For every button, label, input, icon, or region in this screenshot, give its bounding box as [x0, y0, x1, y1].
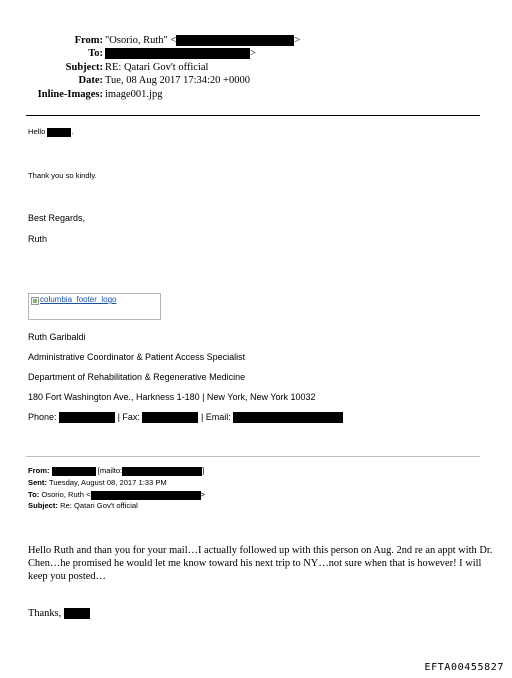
quoted-from-label: From:	[28, 466, 50, 475]
redaction	[59, 412, 115, 423]
reply-thanks: Thank you so kindly.	[28, 171, 97, 180]
redaction	[47, 128, 71, 137]
header-subject-value: RE: Qatari Gov't official	[105, 62, 209, 73]
quoted-signoff: Thanks,	[28, 607, 90, 620]
reply-closing: Best Regards,	[28, 213, 86, 223]
reply-greeting: Hello .	[28, 127, 74, 136]
quoted-subject-value: Re: Qatari Gov't official	[60, 501, 138, 510]
redaction	[233, 412, 343, 423]
quoted-body-line: Hello Ruth and than you for your mail…I actually followed up with this person on Aug. 2nd re an appt with Dr.	[28, 545, 493, 556]
fax-label: | Fax:	[117, 412, 140, 422]
header-to-close: >	[250, 48, 256, 59]
quoted-to-row: To: Osorio, Ruth < >	[28, 490, 205, 499]
header-inline-images-label: Inline-Images:	[37, 89, 103, 100]
redaction	[91, 491, 201, 500]
redaction	[176, 35, 294, 46]
reply-name: Ruth	[28, 234, 48, 244]
header-divider	[26, 115, 480, 116]
header-from-close: >	[294, 35, 301, 46]
signature-contact-line	[28, 412, 343, 423]
quoted-subject-row	[28, 501, 138, 510]
quoted-body	[28, 544, 492, 584]
redaction	[142, 412, 198, 423]
quoted-body-line: keep you posted…	[28, 571, 106, 583]
signature-department: Department of Rehabilitation & Regenerative Medicine	[28, 372, 246, 382]
redaction	[64, 608, 90, 619]
logo-alt-text: columbia_footer_logo	[40, 295, 117, 304]
redaction	[122, 467, 202, 476]
quoted-sent-value: Tuesday, August 08, 2017 1:33 PM	[48, 478, 167, 487]
signature-address: 180 Fort Washington Ave., Harkness 1-180 | New York, New York 10032	[28, 392, 316, 402]
broken-image-icon	[31, 297, 39, 305]
header-subject-label: Subject:	[65, 62, 103, 73]
header-inline-images-value: image001.jpg	[105, 89, 163, 100]
quoted-divider	[26, 456, 480, 457]
columbia-footer-logo	[28, 293, 161, 320]
quoted-to-value: Osorio, Ruth <	[41, 490, 91, 499]
quoted-sent-row	[28, 478, 167, 487]
signature-name: Ruth Garibaldi	[28, 332, 86, 342]
quoted-body-line: Chen…he promised he would let me know toward his next trip to NY…not sure when that is however! I will	[28, 558, 482, 570]
header-from-label: From:	[74, 35, 103, 46]
document-id: EFTA00455827	[424, 662, 504, 673]
header-to-label: To:	[88, 48, 103, 59]
quoted-subject-label: Subject:	[28, 501, 58, 510]
signature-title: Administrative Coordinator & Patient Access Specialist	[28, 352, 246, 362]
header-date-value: Tue, 08 Aug 2017 17:34:20 +0000	[105, 75, 250, 86]
redaction	[52, 467, 96, 476]
quoted-sent-label: Sent:	[28, 478, 47, 487]
header-from-value: "Osorio, Ruth" <	[105, 35, 177, 46]
redaction	[105, 48, 250, 59]
quoted-to-label: To:	[28, 490, 40, 499]
phone-label: Phone:	[28, 412, 57, 422]
quoted-from-row: From: [mailto: ]	[28, 466, 205, 475]
quoted-mailto: [mailto:	[97, 466, 123, 475]
header-date-label: Date:	[78, 75, 103, 86]
email-label: | Email:	[200, 412, 231, 422]
